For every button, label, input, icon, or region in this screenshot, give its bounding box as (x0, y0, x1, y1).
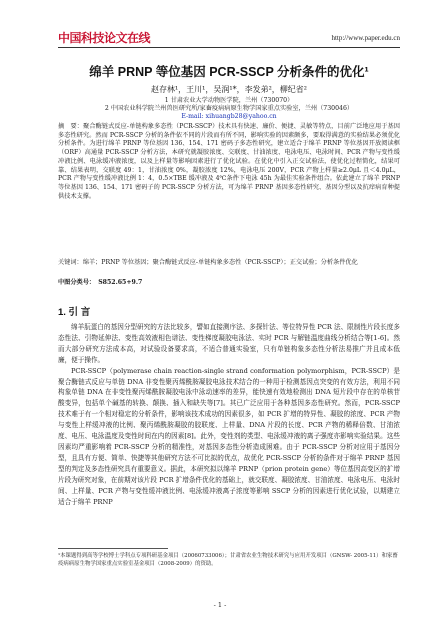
author-email[interactable]: E-mail: xihuangb28@yahoo.cn (181, 113, 277, 120)
keywords: 关键词：绵羊；PRNP 等位基因；聚合酶链式反应-单链构象多态性（PCR-SSCP）；正交试验；分析条件优化 (58, 259, 358, 266)
section-heading: 1. 引 言 (58, 307, 91, 318)
affiliation-1: 1 甘肃农业大学动物医学院，兰州（730070） (164, 97, 294, 104)
header-rule (58, 47, 400, 48)
abstract (58, 123, 400, 201)
page-header (0, 0, 440, 54)
body-paragraph-1: 绵羊朊蛋白的基因分型研究的方法比较多，譬如直接测序法、多探针法、等位特异性 PCR 法、限制性片段长度多态性法、引物延伸法、变性高效液相色谱法、变性梯度凝胶电泳法、实时 PCR 与解链温度曲线分析结合等[1-6]。然而大部分研究方法成本高，对试验设备要求高，不适合普通实验室，只有单链构象多态性分析法易推广并且成本低廉，便于操作。 (58, 323, 400, 364)
footnote: ¹本课题得到高等学校博士学科点专项科研基金项目（20060733006）；甘肃省农业生物技术研究与应用开发项目（GNSW- 2005-11）和家畜疫病病原生物学国家重点实验室基金项目（2008-2009）的资助。 (58, 553, 398, 567)
site-url[interactable]: http://www.paper.edu.cn (331, 34, 400, 42)
page-number: - 1 - (213, 601, 227, 609)
footnote-rule (58, 548, 168, 549)
body-paragraph-2: PCR-SSCP（polymerase chain reaction-single strand conformation polymorphism，PCR-SSCP）是聚合酶链式反应与单链 DNA 非变性聚丙烯酰胺凝胶电泳技术结合的一种用于检测基因点突变的有效方法，利用不同构象单链 DNA 在非变性聚丙烯酰胺凝胶电泳中泳动速率的差异，能快速有效地检测出 DNA 短片段中存在的单核苷酸变异，包括单个碱基的转换、颠换、插入和缺失等[7]。其已广泛应用于各种基因多态性研究。然而，PCR-SSCP 技术难于有一个相对稳定的分析条件，影响该技术成功的因素很多，如 PCR 扩增的特异性、凝胶的浓度、PCR 产物与变性上样缓冲液的比例、聚丙烯酰胺凝胶的胶联度、上样量、DNA 片段的长度、PCR 产物的稀释倍数、甘油浓度、电压、电泳温度及变性时间在内的因素[8]。此外，变性剂的类型、电泳缓冲液的离子强度亦影响实验结果。这些因素均严重影响着 PCR-SSCP 分析的精准性，对基因多态性分析造成困难。由于 PCR-SSCP 分析对应用于基因分型，且具有方便、简单、快捷等其他研究方法不可比拟的优点，故优化 PCR-SSCP 分析的条件对于绵羊 PRNP 基因型的判定及多态性研究具有重要意义。据此，本研究拟以绵羊 PRNP（prion protein gene）等位基因高变区的扩增片段为研究对象，在前期对该片段 PCR 扩增条件优化的基础上，就交联度、凝胶浓度、甘油浓度、电泳电压、电泳时间、上样量、PCR 产物与变性缓冲液比例、电泳缓冲液离子浓度等影响 SSCP 分析的因素进行优化试验，以期建立适合于绵羊 PRNP (58, 366, 400, 506)
affiliation-2: 2 中国农业科学院兰州兽医研究所/家畜疫病病原生物学国家重点实验室，兰州（730046） (104, 105, 354, 112)
paper-title: 绵羊 PRNP 等位基因 PCR-SSCP 分析条件的优化¹ (89, 65, 369, 79)
classification-number: 中图分类号： S852.65+9.7 (58, 279, 143, 286)
site-logo[interactable] (58, 30, 150, 44)
logo-text: 中国科技论文在线 (58, 30, 151, 45)
body-text (58, 322, 400, 507)
paper-authors: 赵存林¹，王川¹，吴润¹*，李发弟²，柳纪省² (150, 85, 308, 94)
abstract-text: 摘 要：聚合酶链式反应-单链构象多态性（PCR-SSCP）技术具有快速、廉价、便捷、灵敏等特点，目前广泛地应用于基因多态性研究。然而 PCR-SSCP 分析的条件依不同的片段而有所不同，影响实验的因素颇多，要取得满意的实验结果必须优化分析条件。为进行绵羊 PRNP 等位基因 136、154、171 密码子多态性研究，建立适合于绵羊 PRNP 等位基因开放阅读框（ORF）高通量 PCR-SSCP 分析方法，本研究就凝胶浓度、交联度、甘油浓度、电泳电压、电泳时间、PCR 产物与变性缓冲液比例、电泳缓冲液浓度，以及上样量等影响因素进行了优化试验。在优化中引入正交试验法，使优化过程简化，结果可靠、结果表明，交联度 49：1，甘油浓度 0%，凝胶浓度 12%，电泳电压 200V，PCR 产物上样量≥2.0μL 且＜4.0μL，PCR 产物与变性缓冲液比例 1：4，0.5×TBE 缓冲液及 4℃条件下电泳 45h 为最佳实验条件组合。依此建立了绵羊 PRNP 等位基因 136、154、171 密码子的 PCR-SSCP 分析方法，可为绵羊 PRNP 基因多态性研究、基因分型以及抗痒病育种提供技术支撑。 (58, 123, 400, 200)
